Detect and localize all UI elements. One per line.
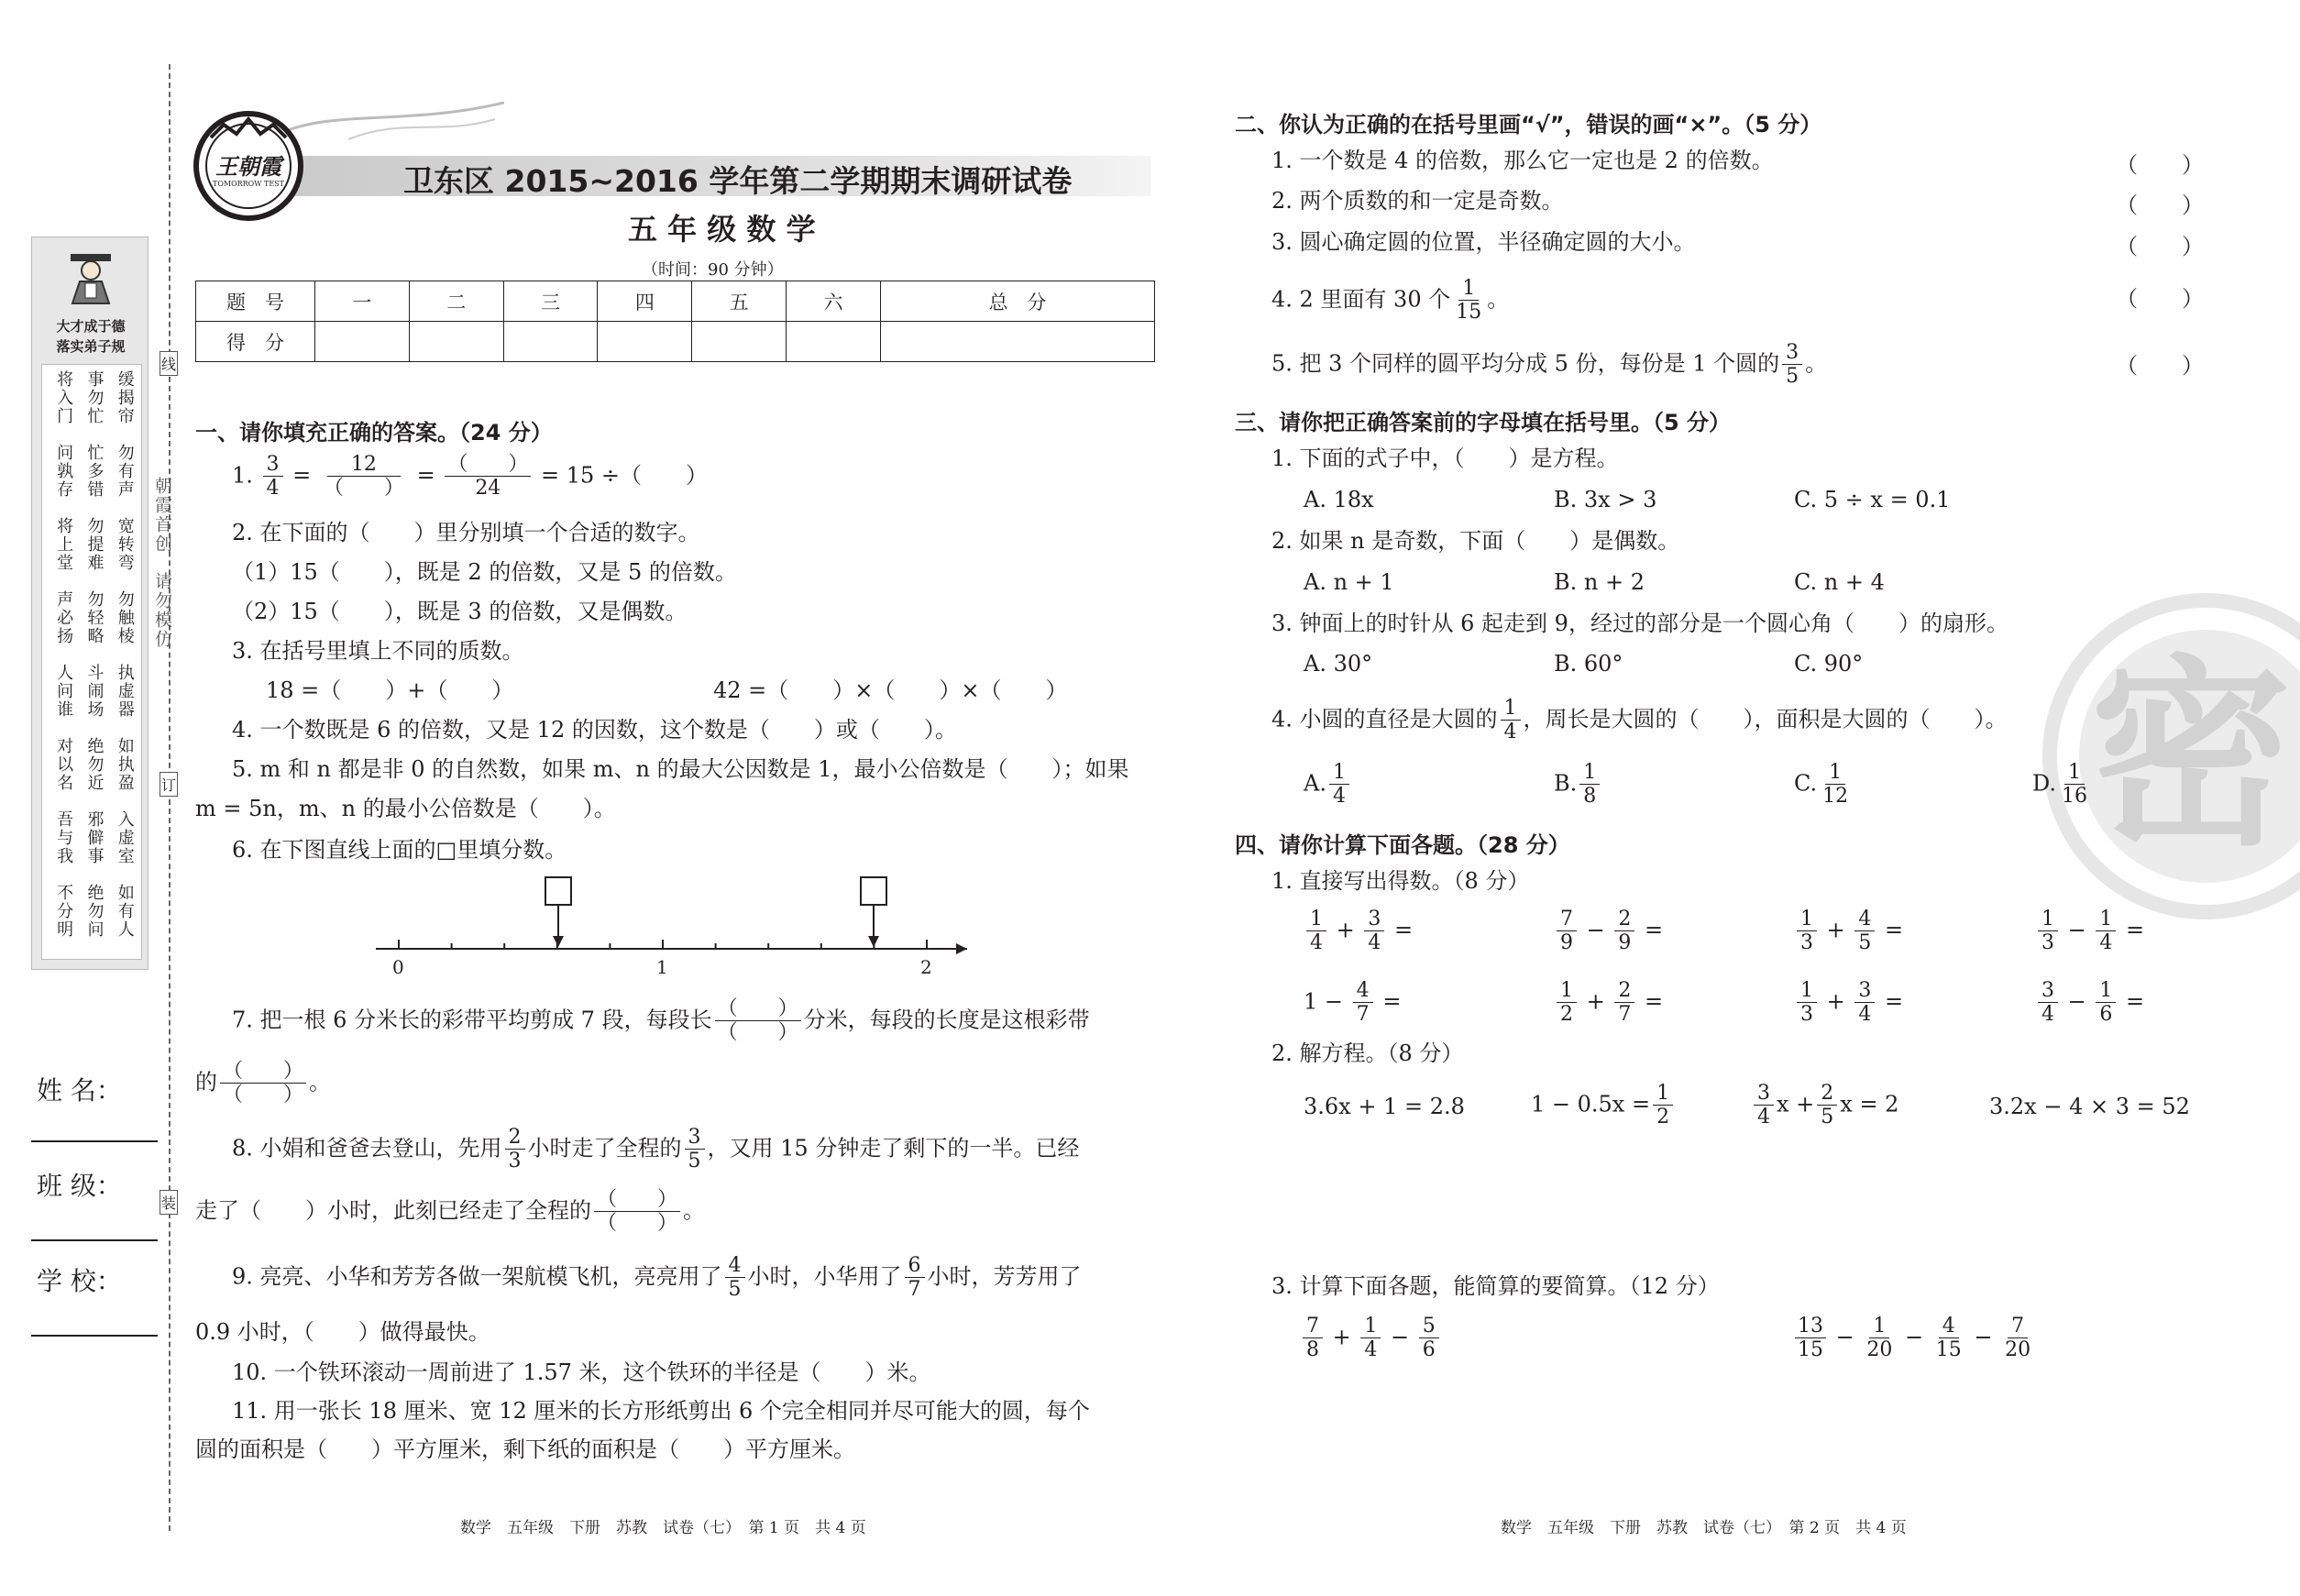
name-label: 姓 名： (37, 1075, 122, 1106)
sidebar-motto-phrase: 声必扬 (54, 590, 74, 645)
s1-q8 (232, 1126, 1079, 1173)
q7-text-d: 。 (309, 1069, 332, 1095)
sidebar-motto-phrase: 勿轻略 (84, 590, 105, 645)
score-cell-3: 三 (503, 281, 598, 322)
binding-mark-ding: 订 (160, 772, 178, 797)
s1-q2b: （2）15（ ），既是 3 的倍数，又是偶数。 (232, 599, 688, 624)
operator: − (1586, 917, 1605, 943)
s1-q10: 10. 一个铁环滚动一周前进了 1.57 米，这个铁环的半径是（ ）米。 (232, 1359, 931, 1385)
s2-item-2: 2. 两个质数的和一定是奇数。 (1271, 188, 1564, 214)
s1-q11a: 11. 用一张长 18 厘米、宽 12 厘米的长方形纸剪出 6 个完全相同并尽可能大的圆，每个 (232, 1398, 1090, 1424)
operator: − (1391, 1324, 1410, 1350)
number-line-pointer-head-1 (553, 936, 564, 947)
s4-q2: 2. 解方程。（8 分） (1271, 1040, 1464, 1066)
fraction: $\frac{1}{12}$ (1822, 761, 1849, 809)
brand-logo (193, 110, 304, 222)
s1-q11b: 圆的面积是（ ）平方厘米，剩下纸的面积是（ ）平方厘米。 (195, 1436, 855, 1462)
sidebar-motto-line1: 大才成于德 (56, 318, 126, 335)
operator: − (1324, 988, 1344, 1015)
q9-text-c: 小时，芳芳用了 (927, 1263, 1082, 1290)
s3-q1: 1. 下面的式子中，（ ）是方程。 (1271, 446, 1619, 471)
s1-q7-cont (195, 1060, 331, 1107)
sidebar-motto-phrase: 入虚室 (115, 810, 135, 865)
s3-q4-opt-b: B. $\frac{1}{8}$ (1554, 761, 1602, 809)
operator: + (1826, 917, 1845, 943)
q7-text-b: 分米，每段的长度是这根彩带 (803, 1007, 1090, 1033)
fraction: $\frac{13}{15}$ (1795, 1315, 1826, 1362)
number-line-arrow (956, 943, 967, 954)
s1-q6: 6. 在下图直线上面的□里填分数。 (232, 837, 567, 863)
equation-3-end: x = 2 (1840, 1091, 1899, 1117)
equation-3 (1751, 1082, 1898, 1129)
sidebar-motto-phrase: 事勿忙 (84, 370, 105, 425)
fraction: $\frac{6}{7}$ (905, 1254, 925, 1302)
fraction: $\frac{1}{6}$ (2096, 979, 2116, 1027)
operator: + (1332, 1324, 1351, 1350)
sidebar-motto-phrase: 将上堂 (54, 517, 74, 572)
score-cell-5: 五 (692, 281, 787, 322)
q8-text-a: 8. 小娟和爸爸去登山，先用 (232, 1135, 502, 1161)
s3-q4-opt-a: A. $\frac{1}{4}$ (1304, 761, 1352, 809)
section4-title: 四、请你计算下面各题。（28 分） (1235, 832, 1570, 858)
fraction-blank[interactable]: $\frac{12}{( )}$ (323, 453, 404, 501)
q8-text-c: ，又用 15 分钟走了剩下的一半。已经 (707, 1135, 1080, 1161)
operator: − (1974, 1324, 1993, 1350)
sidebar-motto-phrase: 勿触棱 (115, 590, 135, 645)
s4-q1: 1. 直接写出得数。（8 分） (1271, 868, 1530, 894)
name-field[interactable] (31, 1140, 158, 1142)
fraction: $\frac{2}{9}$ (1614, 908, 1634, 955)
sidebar-motto-phrase: 吾与我 (54, 810, 74, 865)
section1-title: 一、请你填充正确的答案。（24 分） (195, 420, 553, 446)
s1-q1: 1. $\frac{3}{4}$ = $\frac{12}{( )}$ = $\frac{( )}{24}$ = 15 ÷（ ） (232, 453, 708, 501)
class-label: 班 级： (37, 1171, 122, 1201)
fraction: $\frac{1}{8}$ (1579, 761, 1600, 809)
s3-q4-opt-d: D. $\frac{1}{16}$ (2032, 761, 2093, 809)
q8-text-d: 走了（ ）小时，此刻已经走了全程的 (195, 1197, 591, 1224)
s2-item-3: 3. 圆心确定圆的位置，半径确定圆的大小。 (1271, 229, 1696, 255)
score-table-score-row (196, 322, 1155, 362)
number-line (371, 875, 976, 976)
s4-q3: 3. 计算下面各题，能简算的要简算。（12 分） (1271, 1273, 1720, 1299)
score-cell-1: 一 (315, 281, 410, 322)
s1-q9 (232, 1254, 1082, 1302)
fraction: $\frac{1}{3}$ (2038, 908, 2058, 955)
score-cell-label: 题 号 (196, 281, 315, 322)
q1-tail: = 15 ÷（ ） (540, 462, 708, 489)
sidebar-motto-panel (31, 237, 149, 970)
s2-item-1: 1. 一个数是 4 的倍数，那么它一定也是 2 的倍数。 (1271, 148, 1774, 173)
sidebar-motto-phrase: 如执盈 (115, 737, 135, 792)
equation-3-mid: x + (1777, 1091, 1815, 1117)
s2-answer-4[interactable]: （ ） (2116, 286, 2204, 312)
s2-answer-1[interactable]: （ ） (2116, 152, 2204, 178)
s2-item-5-text: 5. 把 3 个同样的圆平均分成 5 份，每份是 1 个圆的 (1271, 350, 1780, 377)
q8-text-b: 小时走了全程的 (527, 1135, 682, 1161)
fraction: $\frac{3}{5}$ (1782, 341, 1802, 389)
fraction: $\frac{1}{2}$ (1653, 1082, 1673, 1129)
oral-calc-item (1304, 979, 1401, 1027)
s2-item-4 (1271, 277, 1509, 325)
fraction: $\frac{3}{4}$ (1854, 979, 1875, 1027)
sidebar-motto-phrase: 忙多错 (84, 444, 105, 499)
fraction: $\frac{4}{7}$ (1353, 979, 1373, 1027)
watermark-char: 密 (2090, 638, 2293, 873)
score-input[interactable] (503, 322, 598, 362)
s1-q5b: m = 5n，m、n 的最小公倍数是（ ）。 (195, 796, 616, 821)
fraction-blank[interactable]: $\frac{( )}{( )}$ (715, 997, 801, 1045)
number-line-box-1[interactable] (545, 877, 571, 905)
footer-left: 数学 五年级 下册 苏教 试卷（七） 第 1 页 共 4 页 (460, 1519, 866, 1537)
fraction: $\frac{1}{4}$ (1306, 908, 1326, 955)
footer-right: 数学 五年级 下册 苏教 试卷（七） 第 2 页 共 4 页 (1501, 1519, 1907, 1537)
oral-calc-item (2035, 979, 2144, 1027)
s1-q5a: 5. m 和 n 都是非 0 的自然数，如果 m、n 的最大公因数是 1，最小公倍数是（ ）；如果 (232, 756, 1129, 782)
fraction-blank[interactable]: $\frac{( )}{24}$ (445, 453, 531, 501)
brand-name: 王朝霞 (215, 153, 281, 180)
equals-sign: = (1885, 917, 1904, 943)
section2-title: 二、你认为正确的在括号里画“√”，错误的画“×”。（5 分） (1235, 112, 1822, 138)
operator: − (2067, 988, 2086, 1015)
q8-text-e: 。 (683, 1197, 706, 1224)
sidebar-motto-line2: 落实弟子规 (56, 338, 126, 355)
sidebar-motto-phrase: 绝勿近 (84, 737, 105, 792)
number-line-label: 2 (920, 956, 932, 978)
oral-calc-item (1554, 908, 1663, 955)
s1-q3b: 42 =（ ）×（ ）×（ ） (713, 677, 1068, 703)
sidebar-motto-phrase: 斗闹场 (84, 664, 105, 719)
s3-q1-opt-b: B. 3x > 3 (1554, 487, 1657, 512)
s1-q3: 3. 在括号里填上不同的质数。 (232, 638, 524, 664)
sidebar-motto-phrase: 不分明 (54, 884, 74, 939)
fraction: $\frac{4}{5}$ (1854, 908, 1875, 955)
fraction: $\frac{4}{5}$ (725, 1254, 745, 1302)
operator: − (2067, 917, 2086, 943)
fraction: $\frac{3}{5}$ (685, 1126, 705, 1173)
fraction: $\frac{1}{3}$ (1797, 908, 1817, 955)
q9-text-a: 9. 亮亮、小华和芳芳各做一架航模飞机，亮亮用了 (232, 1263, 722, 1290)
s1-q7 (232, 997, 1090, 1045)
oral-calc-item (1794, 908, 1903, 955)
fraction: $\frac{2}{7}$ (1614, 979, 1634, 1027)
watermark-seal (2033, 587, 2300, 926)
s3-q3-opt-b: B. 60° (1554, 651, 1623, 677)
q9-text-b: 小时，小华用了 (747, 1263, 902, 1290)
number-line-pointer-head-2 (868, 936, 879, 947)
fraction: $\frac{3}{4}$ (2038, 979, 2058, 1027)
s2-item-4-end: 。 (1487, 286, 1510, 313)
sidebar-motto-phrase: 绝勿问 (84, 884, 105, 939)
fraction: $\frac{1}{4}$ (1501, 697, 1521, 744)
score-input[interactable] (598, 322, 692, 362)
sidebar-columns-box (41, 364, 142, 960)
score-input[interactable] (692, 322, 787, 362)
number-line-ticks (399, 940, 927, 949)
score-row-label: 得 分 (196, 322, 315, 362)
sidebar-motto-phrase: 邪僻事 (84, 810, 105, 865)
exam-time: （时间：90 分钟） (642, 260, 784, 280)
equation-2 (1531, 1082, 1676, 1129)
score-input[interactable] (409, 322, 503, 362)
s3-q3-opt-a: A. 30° (1304, 651, 1373, 677)
binding-mark-xian: 线 (160, 351, 178, 376)
operator: + (1586, 988, 1605, 1015)
equals-sign: = (1885, 988, 1904, 1015)
s3-q2-opt-a: A. n + 1 (1304, 569, 1394, 595)
fraction: $\frac{1}{4}$ (1360, 1315, 1381, 1362)
equals-sign: = (2126, 988, 2145, 1015)
scholar-figure-icon (63, 248, 118, 305)
banner-ribbon (275, 99, 504, 145)
subject-title: 五 年 级 数 学 (628, 212, 816, 247)
s1-q2a: （1）15（ ），既是 2 的倍数，又是 5 的倍数。 (232, 559, 737, 585)
calc-expression-2 (1792, 1315, 2036, 1362)
fraction: $\frac{2}{3}$ (505, 1126, 525, 1173)
page-title: 卫东区 2015~2016 学年第二学期期末调研试卷 (403, 163, 1073, 199)
sidebar-motto-phrase: 对以名 (54, 737, 74, 792)
s1-q3a: 18 =（ ）+（ ） (266, 677, 514, 703)
fraction: $\frac{3}{4}$ (1364, 908, 1384, 955)
s1-q2: 2. 在下面的（ ）里分别填一个合适的数字。 (232, 520, 700, 545)
fraction: $\frac{2}{5}$ (1817, 1082, 1837, 1129)
q-num: 1. (232, 462, 253, 489)
oral-calc-item (2035, 908, 2144, 955)
s3-q4-text-a: 4. 小圆的直径是大圆的 (1271, 706, 1498, 732)
fraction: $\frac{1}{2}$ (1557, 979, 1577, 1027)
fraction-blank[interactable]: $\frac{( )}{( )}$ (594, 1188, 680, 1236)
s3-q2-opt-b: B. n + 2 (1554, 569, 1645, 595)
oral-calc-item (1794, 979, 1903, 1027)
fraction-blank[interactable]: $\frac{( )}{( )}$ (220, 1060, 306, 1107)
sidebar-motto-phrase: 缓揭帘 (115, 370, 135, 425)
score-cell-total: 总 分 (880, 281, 1154, 322)
score-table (195, 281, 1155, 362)
fraction: $\frac{7}{9}$ (1557, 908, 1577, 955)
sidebar-columns-grid (48, 370, 139, 957)
s3-q4 (1271, 697, 2008, 744)
sidebar-motto-phrase: 问孰存 (54, 444, 74, 499)
fraction: $\frac{1}{4}$ (2096, 908, 2116, 955)
score-cell-4: 四 (598, 281, 692, 322)
fraction: $\frac{7}{20}$ (2005, 1315, 2031, 1362)
fraction: $\frac{7}{8}$ (1303, 1315, 1323, 1362)
equation-1: 3.6x + 1 = 2.8 (1304, 1094, 1465, 1119)
score-input[interactable] (787, 322, 881, 362)
brand-subtitle: TOMORROW TEST (212, 180, 284, 188)
s3-q1-opt-a: A. 18x (1304, 487, 1374, 512)
operator: − (1835, 1324, 1854, 1350)
s2-item-5 (1271, 341, 1827, 389)
school-field[interactable] (31, 1335, 158, 1337)
s3-q2: 2. 如果 n 是奇数，下面（ ）是偶数。 (1271, 528, 1680, 554)
notice-line2: 请勿模仿 (151, 572, 172, 649)
equals-sign: = (1645, 917, 1664, 943)
sidebar-motto-phrase: 人问谁 (54, 664, 74, 719)
school-label: 学 校： (37, 1266, 122, 1296)
binding-dashed-line (169, 64, 171, 1531)
s3-q4-opt-c: C. $\frac{1}{12}$ (1794, 761, 1854, 809)
fraction: $\frac{1}{4}$ (1329, 761, 1349, 809)
class-field[interactable] (31, 1239, 158, 1241)
sidebar-motto-phrase: 执虚器 (115, 664, 135, 719)
sidebar-motto-phrase: 勿提难 (84, 517, 105, 572)
s1-q4: 4. 一个数既是 6 的倍数，又是 12 的因数，这个数是（ ）或（ ）。 (232, 717, 957, 743)
whole-number: 1 (1304, 988, 1318, 1015)
s1-q8-cont (195, 1188, 705, 1236)
fraction: $\frac{1}{20}$ (1866, 1315, 1893, 1362)
operator: + (1826, 988, 1845, 1015)
fraction: $\frac{1}{3}$ (1797, 979, 1817, 1027)
section3-title: 三、请你把正确答案前的字母填在括号里。（5 分） (1235, 410, 1732, 435)
s3-q4-text-b: ，周长是大圆的（ ），面积是大圆的（ ）。 (1523, 706, 2008, 732)
score-cell-6: 六 (787, 281, 881, 322)
q7-text-a: 7. 把一根 6 分米长的彩带平均剪成 7 段，每段长 (232, 1007, 712, 1033)
operator: − (1905, 1324, 1924, 1350)
number-line-box-2[interactable] (861, 877, 886, 905)
score-input[interactable] (315, 322, 410, 362)
fraction: $\frac{5}{6}$ (1419, 1315, 1439, 1362)
s3-q3-opt-c: C. 90° (1794, 651, 1864, 677)
fraction: $\frac{4}{15}$ (1935, 1315, 1962, 1362)
equals-sign: = (2126, 917, 2145, 943)
s3-q3: 3. 钟面上的时针从 6 起走到 9，经过的部分是一个圆心角（ ）的扇形。 (1271, 611, 2008, 636)
s1-q9-cont: 0.9 小时，（ ）做得最快。 (195, 1319, 490, 1345)
s3-q1-opt-c: C. 5 ÷ x = 0.1 (1794, 487, 1951, 512)
score-cell-2: 二 (409, 281, 503, 322)
score-input[interactable] (880, 322, 1154, 362)
s2-answer-5[interactable]: （ ） (2116, 353, 2204, 379)
q7-text-c: 的 (195, 1069, 217, 1095)
s2-answer-3[interactable]: （ ） (2116, 234, 2204, 259)
equation-2-left: 1 − 0.5x = (1531, 1091, 1651, 1117)
s2-item-4-text: 4. 2 里面有 30 个 (1271, 286, 1451, 313)
number-line-label: 1 (656, 956, 668, 978)
s2-answer-2[interactable]: （ ） (2116, 193, 2204, 218)
s2-item-5-end: 。 (1805, 350, 1828, 377)
oral-calc-item (1554, 979, 1663, 1027)
s3-q2-opt-c: C. n + 4 (1794, 569, 1885, 595)
score-table-header-row (196, 281, 1155, 322)
fraction: $\frac{3}{4}$ (1754, 1082, 1774, 1129)
fraction: $\frac{3}{4}$ (263, 453, 283, 501)
binding-mark-zhuang: 装 (160, 1190, 178, 1215)
fraction: $\frac{1}{15}$ (1456, 277, 1482, 325)
sidebar-motto-phrase: 将入门 (54, 370, 74, 425)
oral-calc-item (1304, 908, 1413, 955)
operator: + (1336, 917, 1355, 943)
number-line-svg (371, 875, 976, 976)
equals-sign: = (1382, 988, 1402, 1015)
sidebar-motto-phrase: 如有人 (115, 884, 135, 939)
sidebar-motto-phrase: 勿有声 (115, 444, 135, 499)
calc-expression-1 (1300, 1315, 1442, 1362)
equation-4: 3.2x − 4 × 3 = 52 (1989, 1094, 2190, 1119)
number-line-label: 0 (392, 956, 404, 978)
equals-sign: = (1645, 988, 1664, 1015)
fraction: $\frac{1}{16}$ (2062, 761, 2088, 809)
notice-line1: 朝霞首创 (151, 477, 172, 554)
sidebar-motto-phrase: 宽转弯 (115, 517, 135, 572)
equals-sign: = (1394, 917, 1414, 943)
